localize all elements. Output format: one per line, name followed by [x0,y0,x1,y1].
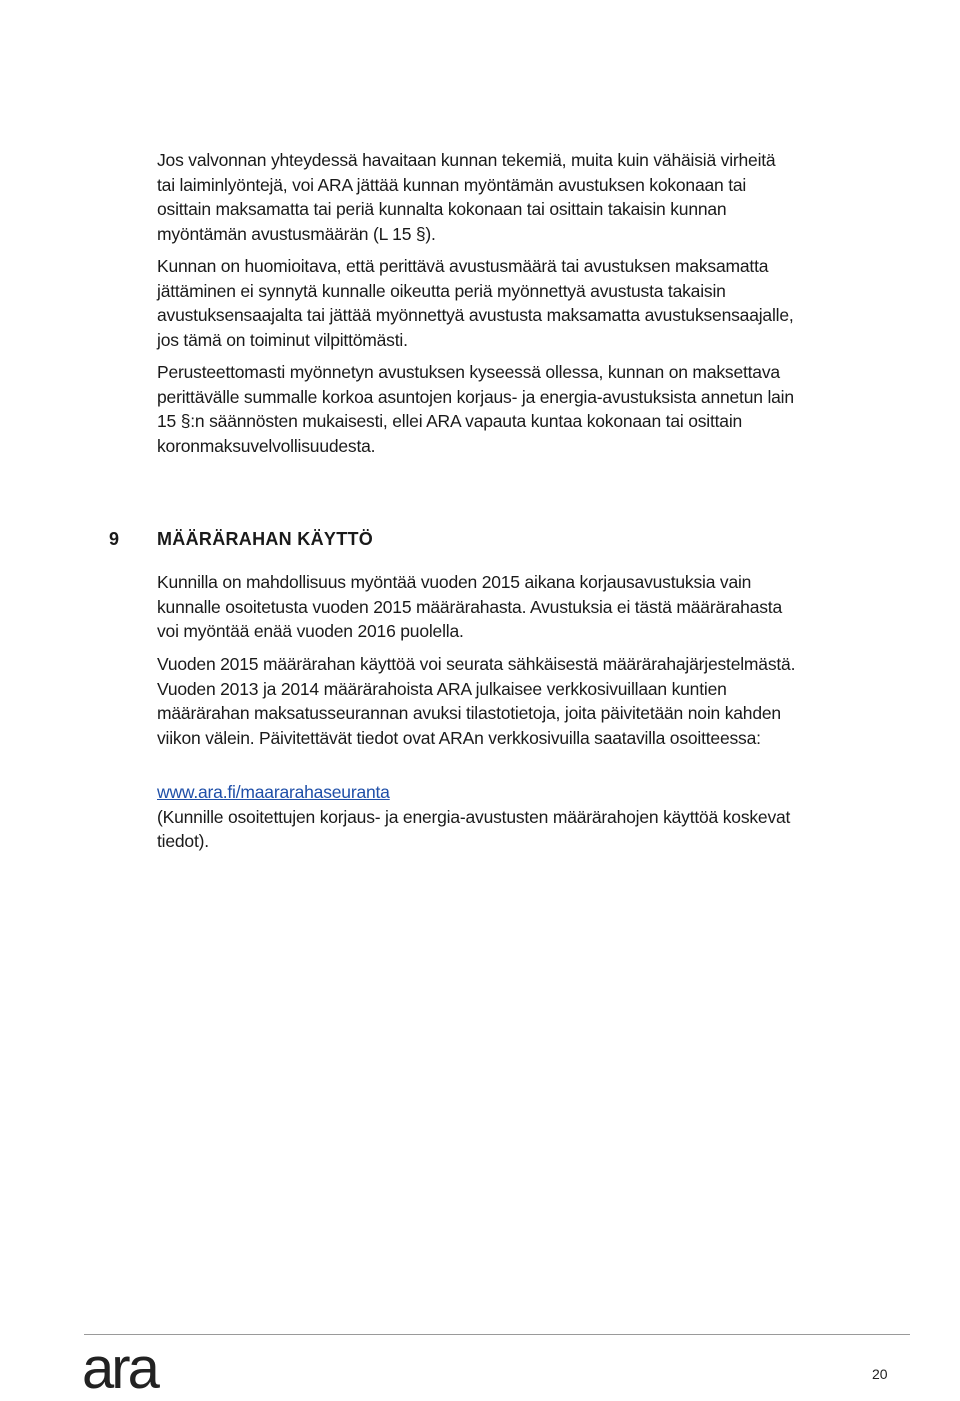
section-number: 9 [109,529,120,549]
link-block [157,780,797,854]
section-title: MÄÄRÄRAHAN KÄYTTÖ [157,529,374,549]
paragraph-mahdollisuus: Kunnilla on mahdollisuus myöntää vuoden 2015 aikana korjausavustuksia vain kunnalle osoitetusta vuoden 2015 määrärahasta. Avustuksia ei tästä määrärahasta voi myöntää enää vuoden 2016 puolella. [157,572,782,641]
page-number: 20 [872,1366,888,1382]
paragraph-valvonta: Jos valvonnan yhteydessä havaitaan kunnan tekemiä, muita kuin vähäisiä virheitä tai laiminlyöntejä, voi ARA jättää kunnan myöntämän avustuksen kokonaan tai osittain maksamatta tai periä kunnalta kokonaan tai osittain takaisin kunnan myöntämän avustusmäärän (L 15 §). [157,150,776,244]
link-note: (Kunnille osoitettujen korjaus- ja energia-avustusten määrärahojen käyttöä koskevat tiedot). [157,806,791,851]
paragraph-kaytto: Vuoden 2015 määrärahan käyttöä voi seurata sähkäisestä määrärahajärjestelmästä. Vuoden 2013 ja 2014 määrärahoista ARA julkaisee verkkosivuillaan kuntien määrärahan maksatusseurannan avuksi tilastotietoja, joita päivitetään noin kahden viikon välein. Päivitettävät tiedot ovat ARAn verkkosivuilla saatavilla osoitteessa: [157,654,796,748]
ara-logo: ara [82,1336,157,1401]
maararahaseuranta-link[interactable]: www.ara.fi/maararahaseuranta [157,782,390,802]
footer-divider [84,1334,910,1335]
paragraph-huomioitava: Kunnan on huomioitava, että perittävä avustusmäärä tai avustuksen maksamatta jättäminen ei synnytä kunnalle oikeutta periä myönnettyä avustusta takaisin avustuksensaajalta tai jättää myönnettyä avustusta maksamatta avustuksensaajalle, jos tämä on toiminut vilpittömästi. [157,256,794,350]
paragraph-perusteettomasti: Perusteettomasti myönnetyn avustuksen kyseessä ollessa, kunnan on maksettava perittävälle summalle korkoa asuntojen korjaus- ja energia-avustuksista annetun lain 15 §:n säännösten mukaisesti, ellei ARA vapauta kuntaa kokonaan tai osittain koronmaksuvelvollisuudesta. [157,362,794,456]
